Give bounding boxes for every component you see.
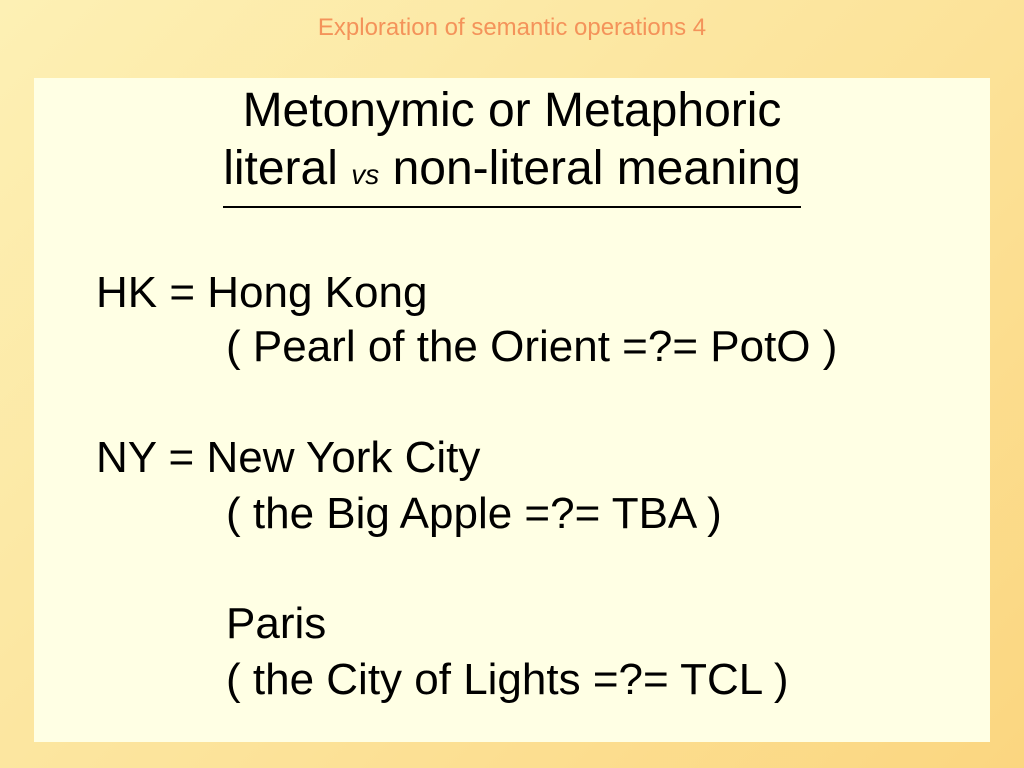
title-line-2 xyxy=(223,140,801,208)
hk-definition: HK = Hong Kong xyxy=(96,268,428,317)
title-literal: literal xyxy=(223,142,338,195)
title-line-1: Metonymic or Metaphoric xyxy=(242,84,782,137)
title-vs: vs xyxy=(351,159,380,190)
paris-definition: Paris xyxy=(226,599,327,648)
title-non-literal: non-literal meaning xyxy=(392,142,801,195)
ny-definition: NY = New York City xyxy=(96,433,481,482)
slide-header: Exploration of semantic operations 4 xyxy=(317,14,707,41)
hk-metaphor: ( Pearl of the Orient =?= PotO ) xyxy=(226,322,838,371)
ny-metaphor: ( the Big Apple =?= TBA ) xyxy=(226,489,722,538)
slide-title xyxy=(0,82,1024,208)
paris-metaphor: ( the City of Lights =?= TCL ) xyxy=(226,655,789,704)
